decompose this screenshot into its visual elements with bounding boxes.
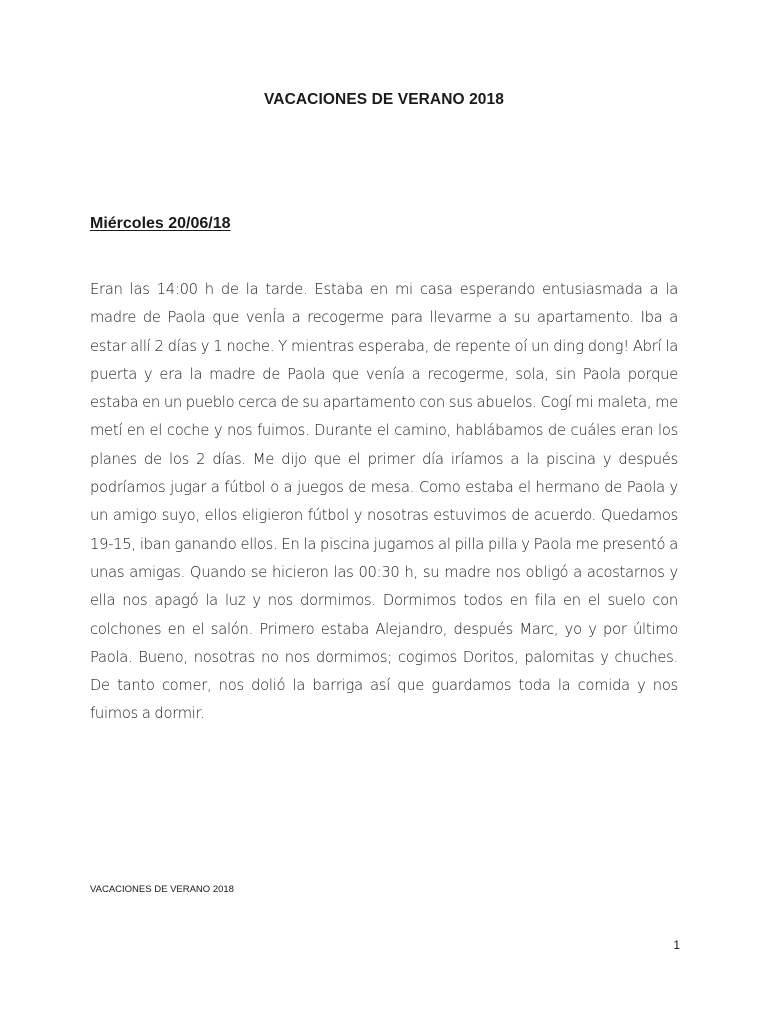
diary-entry-paragraph: Eran las 14:00 h de la tarde. Estaba en mi casa esperando entusiasmada a la madre de Paola que venÍa a recogerme para llevarme a su apartamento. Iba a estar allí 2 días y 1 noche. Y mientras esperaba, de repente oí un ding dong! Abrí la puerta y era la madre de Paola que venía a recogerme, sola, sin Paola porque estaba en un pueblo cerca de su apartamento con sus abuelos. Cogí mi maleta, me metí en el coche y nos fuimos. Durante el camino, hablábamos de cuáles eran los planes de los 2 días. Me dijo que el primer día iríamos a la piscina y después podríamos jugar a fútbol o a juegos de mesa. Como estaba el hermano de Paola y un amigo suyo, ellos eligieron fútbol y nosotras estuvimos de acuerdo. Quedamos 19-15, iban ganando ellos. En la piscina jugamos al pilla pilla y Paola me presentó a unas amigas. Quando se hicieron las 00:30 h, su madre nos obligó a acostarnos y ella nos apagó la luz y nos dormimos. Dormimos todos en fila en el suelo con colchones en el salón. Primero estaba Alejandro, después Marc, yo y por último Paola. Bueno, nosotras no nos dormimos; cogimos Doritos, palomitas y chuches. De tanto comer, nos dolió la barriga así que guardamos toda la comida y nos fuimos a dormir.: [90, 281, 678, 723]
document-title: VACACIONES DE VERANO 2018: [264, 91, 504, 108]
page-number: 1: [673, 938, 680, 952]
page-footer: VACACIONES DE VERANO 2018: [90, 884, 234, 895]
diary-entry-date-heading: Miércoles 20/06/18: [90, 215, 231, 232]
